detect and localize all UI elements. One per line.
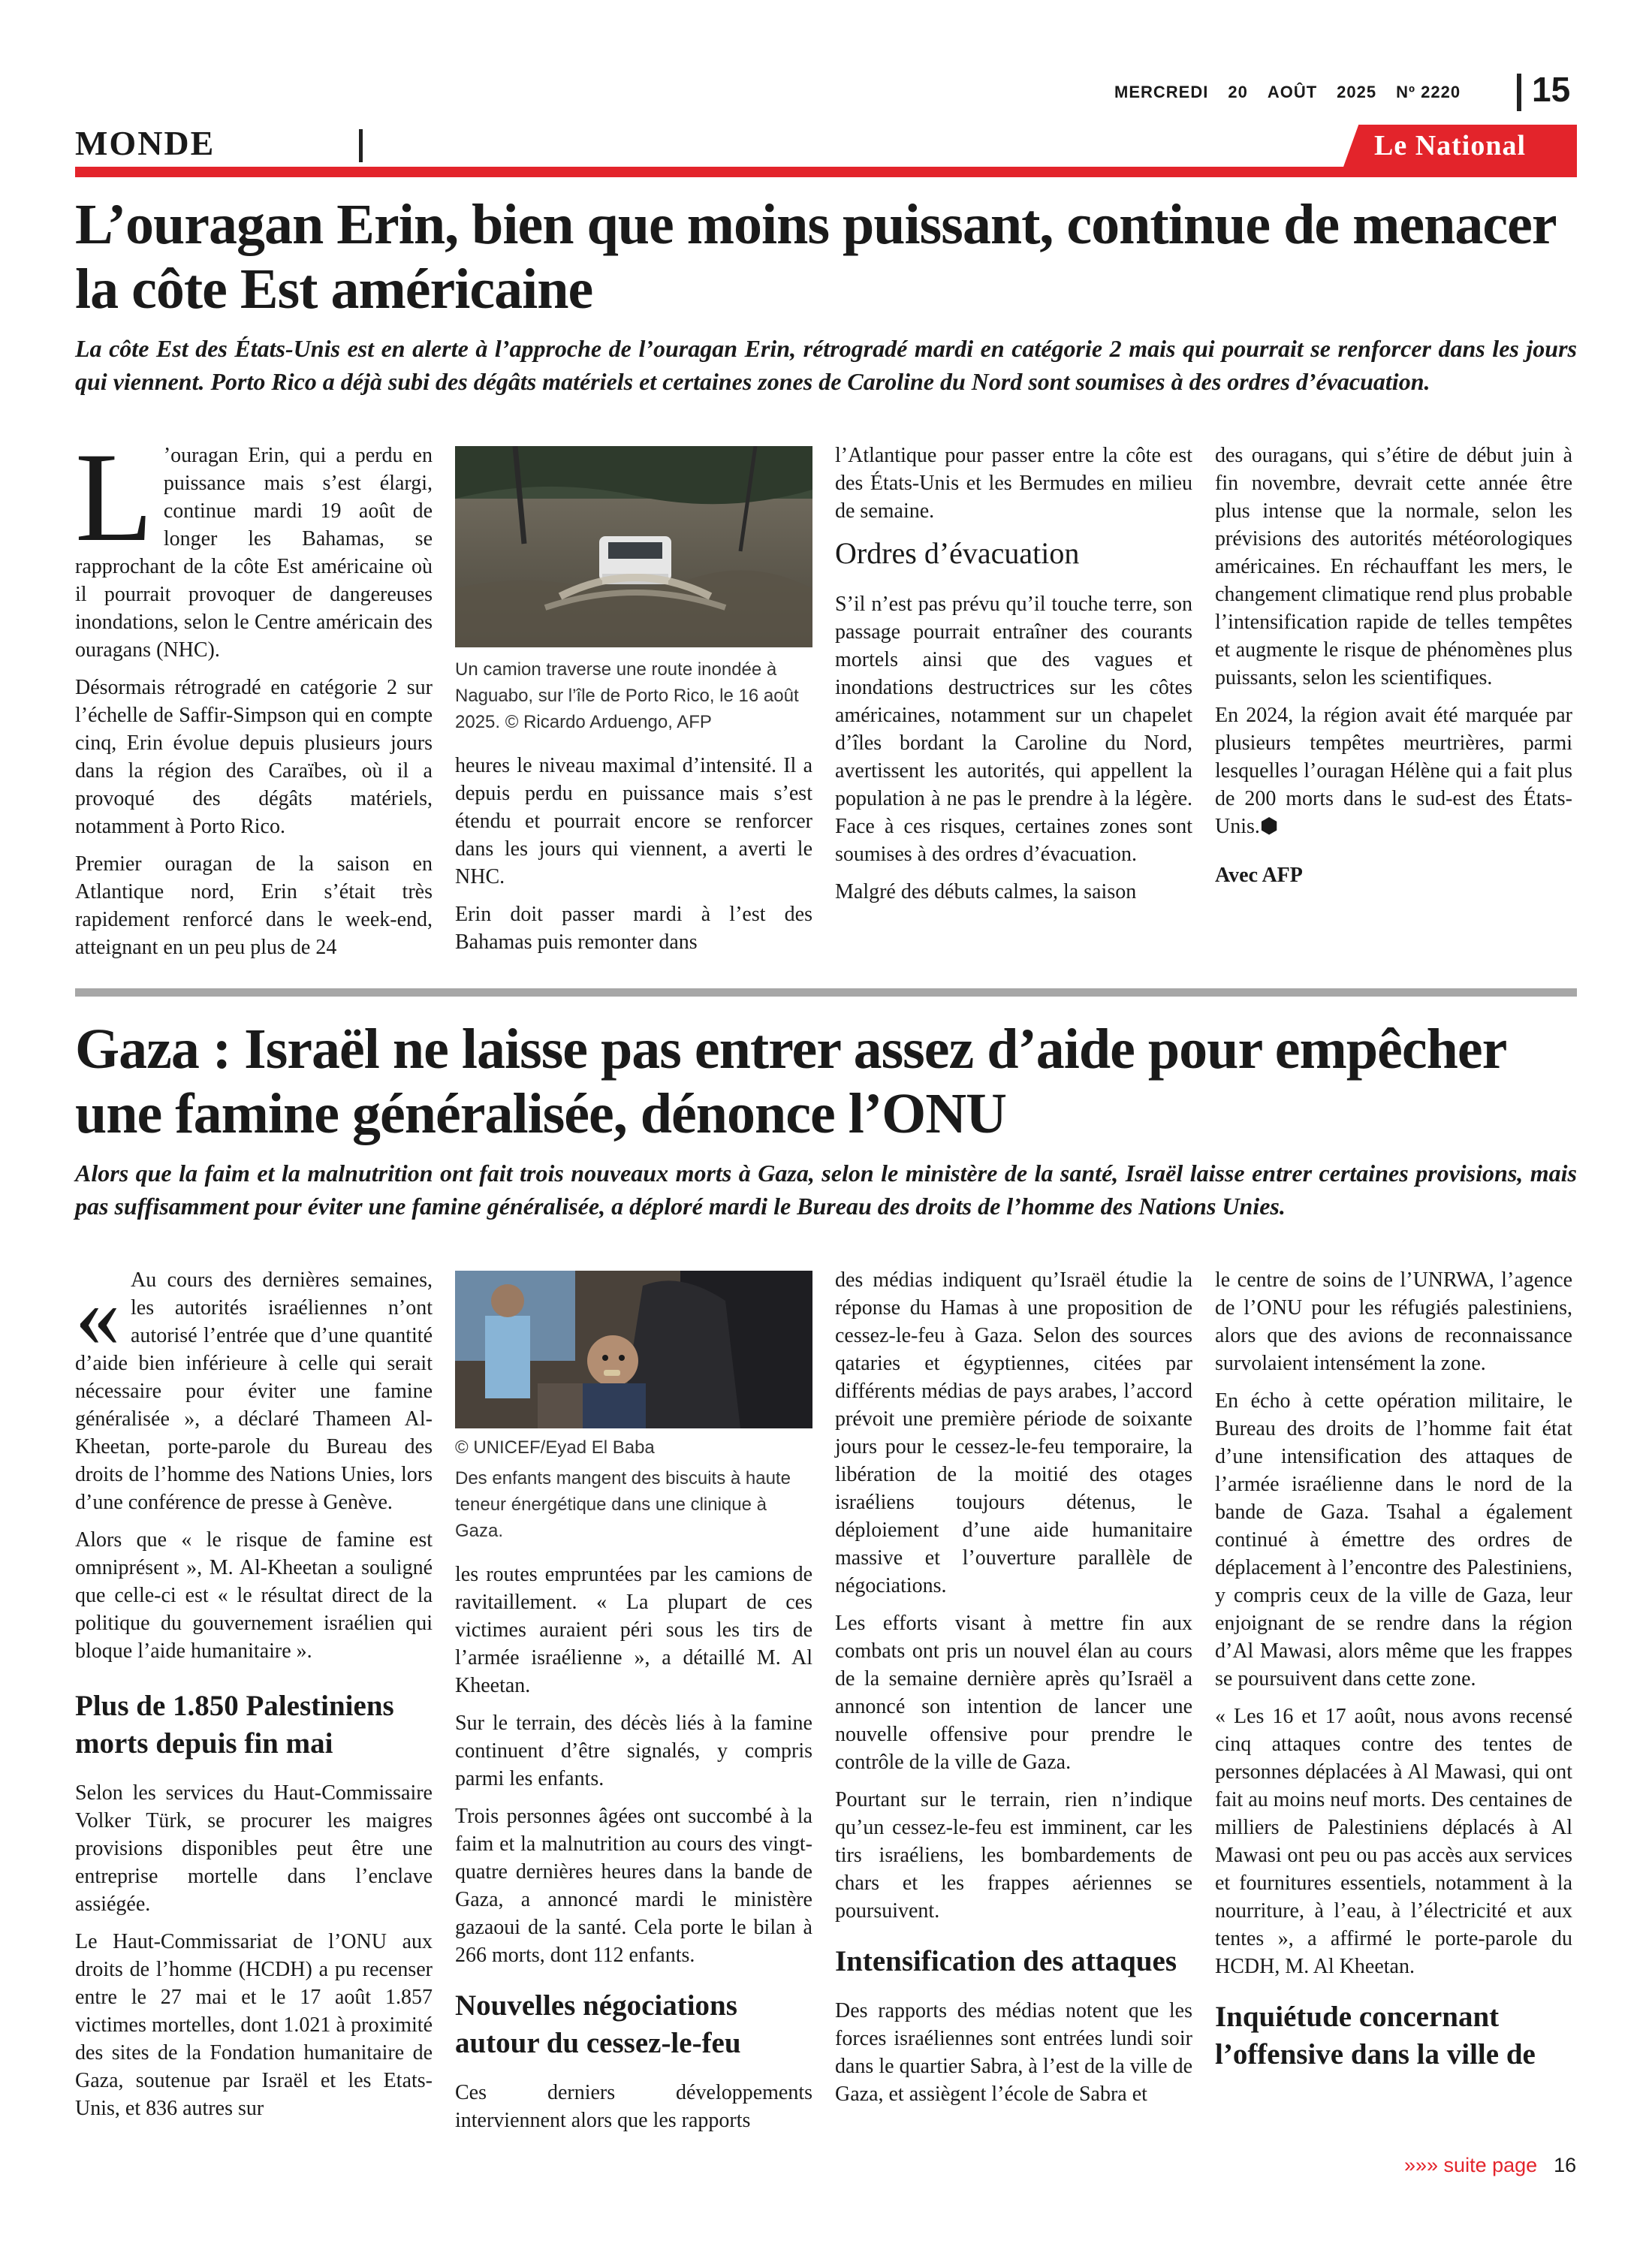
opening-quote-mark: « [75,1265,120,1365]
article2-column-4 [1215,1266,1572,2090]
article2-column-2 [455,1271,812,2144]
flooded-road-image [455,446,812,647]
article1-subheading: Ordres d’évacuation [835,536,1080,570]
article1-lead: La côte Est des États-Unis est en alerte à l’approche de l’ouragan Erin, rétrogradé mardi en catégorie 2 mais qui pourrait se renforcer dans les jours qui viennent. Porto Rico a déjà subi des dégâts matériels et certaines zones de Caroline du Nord sont soumises à des ordres d’évacuation. [75,335,1577,395]
article1-column-4 [1215,442,1572,899]
article2-subheading: Plus de 1.850 Palestiniens morts depuis fin mai [75,1690,394,1760]
section-title: MONDE [75,124,216,162]
article2-paragraph: Le Haut-Commissariat de l’ONU aux droits de l’homme (HCDH) a pu recenser entre le 27 mai et le 17 août 1.857 victimes mortelles, dont 1.021 à proximité des sites de la Fondation humanitaire de Gaza, soutenue par Israël et les Etats-Unis, et 836 autres sur [75,1930,433,2120]
article2-subheading: Intensification des attaques [835,1945,1177,1977]
section-separator [359,129,363,162]
article1-column-3 [835,442,1192,915]
article2-paragraph: Des rapports des médias notent que les forces israéliennes sont entrées lundi soir dans le quartier Sabra, à l’est de la ville de Gaza, et assiègent l’école de Sabra et [835,1999,1192,2106]
article-divider [75,988,1577,997]
article1-paragraph: Premier ouragan de la saison en Atlantique nord, Erin s’était très rapidement renforcé dans le week-end, atteignant en un peu plus de 24 [75,852,433,959]
article2-paragraph: Selon les services du Haut-Commissaire Volker Türk, se procurer les maigres provisions disponibles peut être une entreprise mortelle dans l’enclave assiégée. [75,1781,433,1916]
article2-headline-line2: une famine généralisée, dénonce l’ONU [75,1082,1007,1145]
brand-logo: Le National [1374,130,1527,161]
article2-paragraph: Les efforts visant à mettre fin aux combats ont pris un nouvel élan au cours de la semaine dernière après qu’Israël a annoncé son intention de lancer une nouvelle offensive pour prendre le contrôle de la ville de Gaza. [835,1612,1192,1774]
article2-paragraph: le centre de soins de l’UNRWA, l’agence de l’ONU pour les réfugiés palestiniens, alors que des avions de reconnaissance survolaient intensément la zone. [1215,1268,1572,1375]
end-mark-icon: ⬢ [1259,815,1279,838]
article1-paragraph [1215,701,1572,840]
continued-label: »»» suite page [1404,2154,1538,2176]
issue-day: MERCREDI [1114,83,1209,101]
article1-paragraph [75,427,433,664]
article2-paragraph: Sur le terrain, des décès liés à la famine continuent d’être signalés, y compris parmi les enfants. [455,1712,812,1790]
article1-headline [75,192,1577,321]
photo-caption: Des enfants mangent des biscuits à haute teneur énergétique dans une clinique à Gaza. [455,1468,791,1541]
article1-paragraph: Désormais rétrogradé en catégorie 2 sur l’échelle de Saffir-Simpson qui en compte cinq, Erin évolue depuis plusieurs jours dans la région des Caraïbes, où il a provoqué des dégâts matériels, notamment à Porto Rico. [75,676,433,838]
article2-headline [75,1017,1577,1146]
article2-column-3 [835,1266,1192,2118]
article1-paragraph-text: ’ouragan Erin, qui a perdu en puissance mais s’est élargi, continue mardi 19 août de longer les Bahamas, se rapprochant de la côte Est américaine où il pourrait provoquer de dangereuses inondations, selon le Centre américain des ouragans (NHC). [75,444,433,662]
article1-headline-line2: la côte Est américaine [75,258,593,321]
drop-cap: L [75,427,153,568]
issue-month: AOÛT [1267,83,1318,101]
article2-paragraph-text: Au cours des dernières semaines, les autorités israéliennes n’ont autorisé l’entrée que d’une quantité d’aide bien inférieure à celle qui serait nécessaire pour éviter une famine généralisée », a déclaré Thameen Al-Kheetan, porte-parole du Bureau des droits de l’homme des Nations Unies, lors d’une conférence de presse à Genève. [75,1268,433,1514]
article2-paragraph: les routes empruntées par les camions de ravitaillement. « La plupart de ces victimes auraient péri sous les tirs de l’armée israélienne », a détaillé M. Al Kheetan. [455,1563,812,1697]
issue-number: Nº 2220 [1396,83,1461,101]
article1-paragraph: l’Atlantique pour passer entre la côte est des États-Unis et les Bermudes en milieu de semaine. [835,444,1192,523]
article2-paragraph: des médias indiquent qu’Israël étudie la réponse du Hamas à une proposition de cessez-le-feu à Gaza. Selon des sources qataries et égyptiennes, citées par différents médias de pays arabes, l’accord prévoit une première période de soixante jours pour le cessez-le-feu temporaire, la libération de la moitié des otages israéliens toujours détenus, le déploiement d’une aide humanitaire massive et l’ouverture parallèle de négociations. [835,1268,1192,1597]
article2-subheading: Nouvelles négociations autour du cessez-le-feu [455,1989,741,2059]
flood-photo [455,446,812,647]
photo-credit: © UNICEF/Eyad El Baba [455,1437,655,1458]
article2-subheading: Inquiétude concernant l’offensive dans la ville de [1215,2001,1536,2071]
article1-paragraph: S’il n’est pas prévu qu’il touche terre, son passage pourrait entraîner des courants mortels ainsi que des vagues et inondations destructrices sur les côtes américaines, notamment sur un chapelet d’îles bordant la Caroline du Nord, avertissent les autorités, qui appellent la population à ne pas le prendre à la légère. Face à ces risques, certaines zones sont soumises à des ordres d’évacuation. [835,593,1192,866]
article2-paragraph: En écho à cette opération militaire, le Bureau des droits de l’homme fait état d’une intensification des attaques de l’armée israélienne dans le nord de la bande de Gaza. Tsahal a également continué à émettre des ordres de déplacement à l’encontre des Palestiniens, y compris ceux de la ville de Gaza, leur enjoignant de se rendre dans la région d’Al Mawasi, alors même que les frappes se poursuivent dans cette zone. [1215,1389,1572,1691]
article2-paragraph [75,1266,433,1516]
article1-paragraph: heures le niveau maximal d’intensité. Il a depuis perdu en puissance mais s’est étendu et pourrait encore se renforcer dans les jours qui viennent, a averti le NHC. [455,754,812,888]
article2-paragraph: Ces derniers développements interviennent alors que les rapports [455,2081,812,2132]
article2-headline-line1: Gaza : Israël ne laisse pas entrer assez d’aide pour empêcher [75,1018,1507,1081]
issue-date: 20 [1228,83,1248,101]
issue-year: 2025 [1337,83,1377,101]
article2-paragraph: Trois personnes âgées ont succombé à la faim et la malnutrition au cours des vingt-quatre dernières heures dans la bande de Gaza, a annoncé mardi le ministère gazaoui de la santé. Cela porte le bilan à 266 morts, dont 112 enfants. [455,1805,812,1967]
article2-paragraph: Pourtant sur le terrain, rien n’indique qu’un cessez-le-feu est imminent, car les tirs israéliens, les bombardements de chars et les frappes aériennes se poursuivent. [835,1788,1192,1923]
article2-column-1 [75,1266,433,2132]
continued-on-page[interactable] [1404,2154,1576,2177]
article1-signature: Avec AFP [1215,864,1303,887]
continued-page-number: 16 [1554,2154,1577,2176]
article1-column-2 [455,446,812,966]
article1-paragraph: Malgré des débuts calmes, la saison [835,880,1137,903]
article1-paragraph: Erin doit passer mardi à l’est des Bahamas puis remonter dans [455,903,812,954]
article2-paragraph: Alors que « le risque de famine est omniprésent », M. Al-Kheetan a souligné que celle-ci est « le résultat direct de la politique du gouvernement israélien qui bloque l’aide humanitaire ». [75,1528,433,1663]
article2-lead: Alors que la faim et la malnutrition ont fait trois nouveaux morts à Gaza, selon le ministère de la santé, Israël laisse entrer certaines provisions, mais pas suffisamment pour éviter une famine généralisée, a déploré mardi le Bureau des droits de l’homme des Nations Unies. [75,1160,1577,1220]
page-number: 15 [1532,70,1571,109]
gaza-clinic-photo [455,1271,812,1428]
children-clinic-image [455,1271,812,1428]
article1-column-1 [75,427,433,971]
article1-paragraph-text: En 2024, la région avait été marquée par plusieurs tempêtes meurtrières, parmi lesquelles l’ouragan Hélène qui a fait plus de 200 morts dans le sud-est des États-Unis. [1215,704,1572,838]
photo-caption: Un camion traverse une route inondée à Naguabo, sur l’île de Porto Rico, le 16 août 2025. © Ricardo Arduengo, AFP [455,659,799,732]
page-number-separator [1517,74,1521,111]
article2-paragraph: « Les 16 et 17 août, nous avons recensé cinq attaques contre des tentes de personnes déplacées à Al Mawasi, qui ont fait au moins neuf morts. Des centaines de milliers de Palestiniens déplacés à Al Mawasi ont peu ou pas accès aux services et fournitures essentiels, notamment à la nourriture, à l’eau, à l’électricité et aux tentes », a affirmé le porte-parole du HCDH, M. Al Kheetan. [1215,1705,1572,1978]
issue-date-line [1114,83,1490,102]
article1-paragraph: des ouragans, qui s’étire de début juin à fin novembre, devrait cette année être plus intense que la normale, selon les prévisions des autorités météorologiques américaines. En réchauffant les mers, le changement climatique rend plus probable l’intensification rapide de telles tempêtes et augmente le risque de phénomènes plus puissants, selon les scientifiques. [1215,444,1572,689]
article1-headline-line1: L’ouragan Erin, bien que moins puissant, continue de menacer [75,193,1557,256]
